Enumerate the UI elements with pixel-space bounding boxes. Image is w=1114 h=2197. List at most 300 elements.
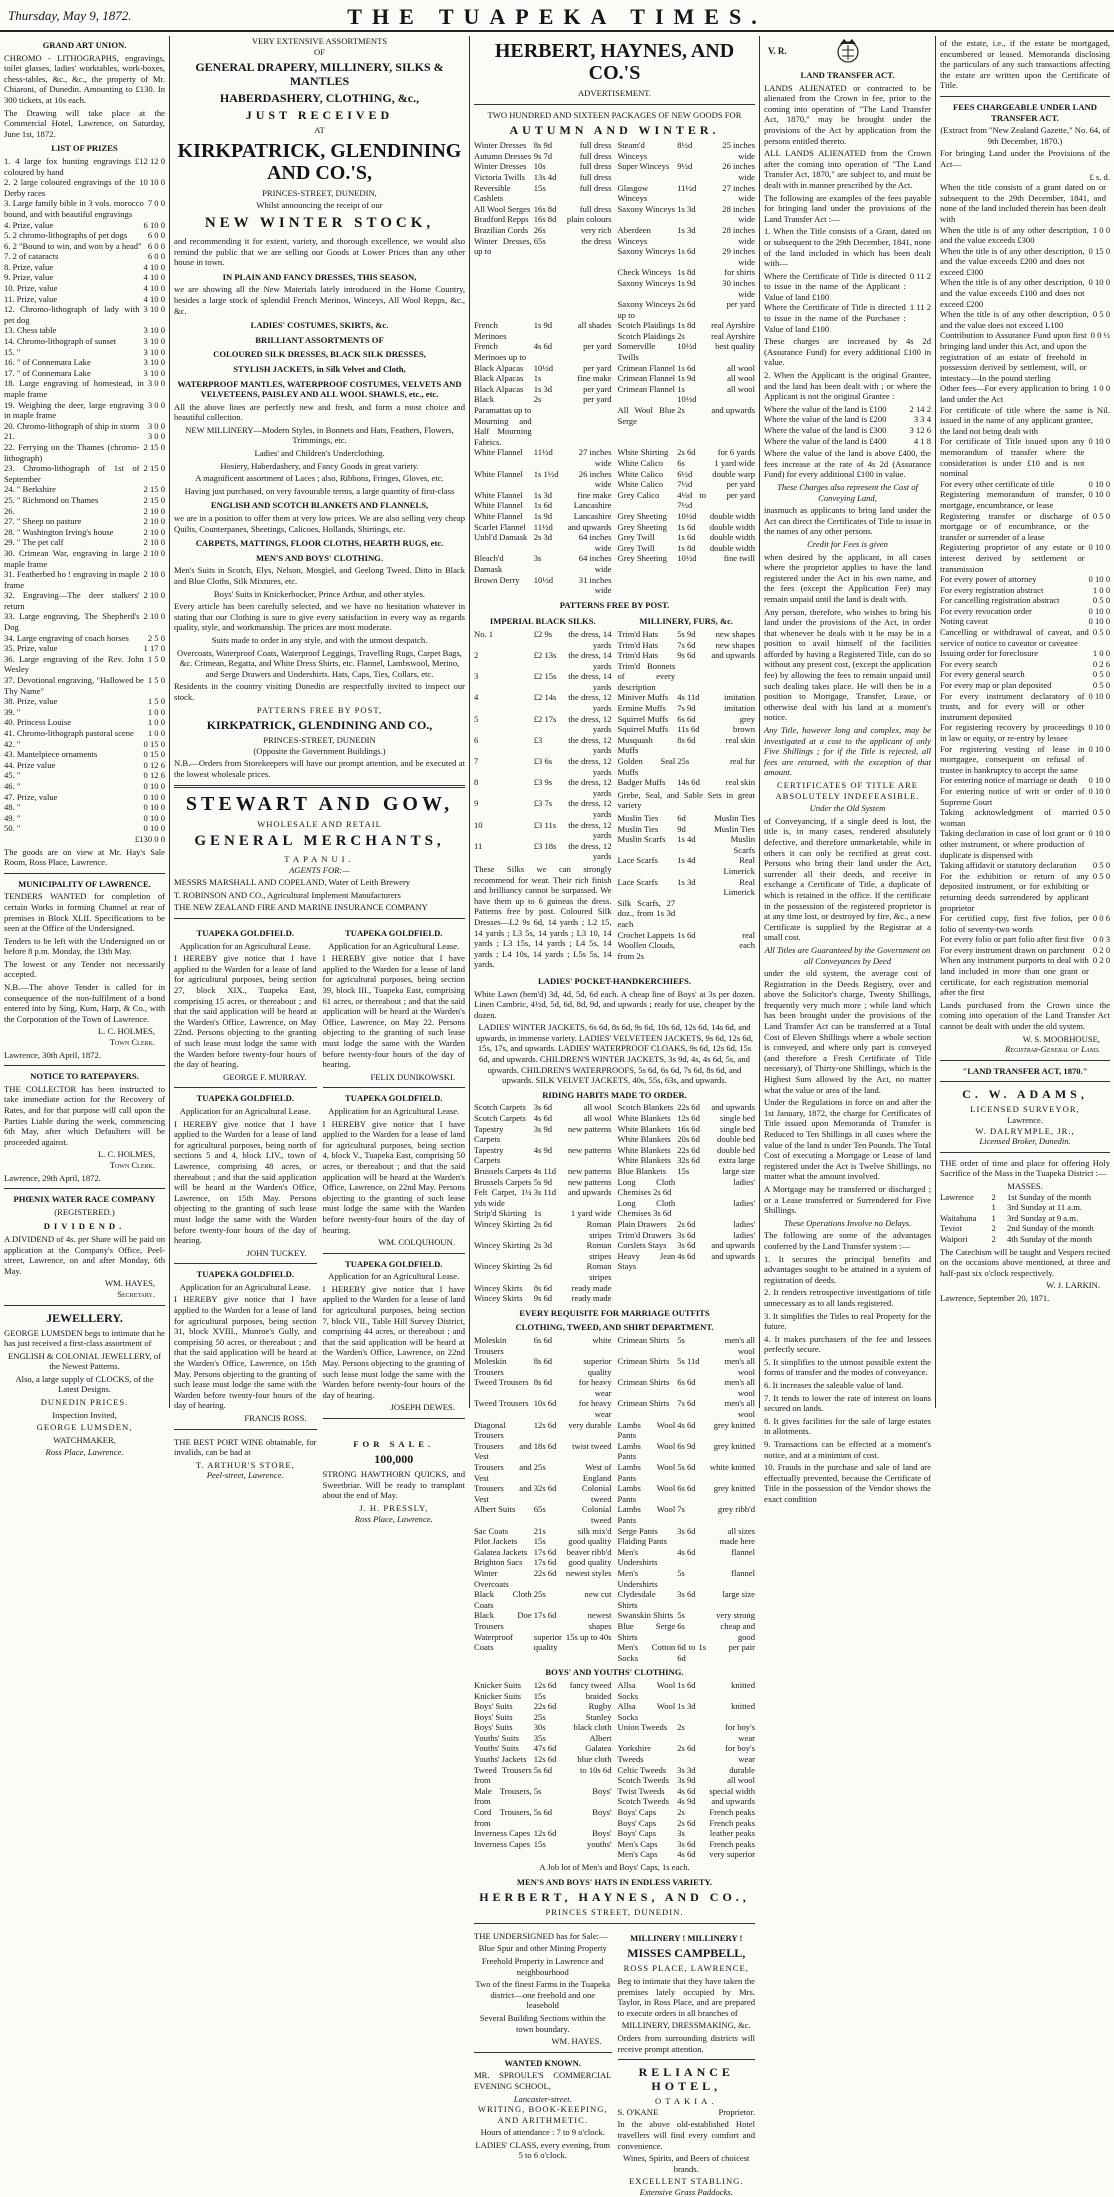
item-name: Lambs Wool Pants xyxy=(617,1483,676,1504)
item-name: Men's Undershirts xyxy=(617,1546,658,1568)
item-price: 6½d xyxy=(677,468,693,479)
price-row xyxy=(618,1124,756,1135)
item-detail: new cut xyxy=(584,1589,612,1600)
item-price: £3 6s xyxy=(533,756,553,767)
ratepayers-body: THE COLLECTOR has been instructed to take immediate action for the Recovery of Rates, and for that purpose will call upon the Parties Liable during the week, commencing 6th May, after which Defaulters will be proceeded against. xyxy=(4,1083,165,1147)
item-detail: cheap and good xyxy=(720,1620,755,1642)
port-wine-store: T. ARTHUR'S STORE, xyxy=(195,1459,295,1470)
fees-list xyxy=(940,182,1110,998)
item-price: 17s 6d xyxy=(533,1557,557,1568)
item-name: Winter Dresses, up to xyxy=(474,235,532,257)
prize-label: 10. Prize, value xyxy=(4,283,58,294)
prize-row xyxy=(4,304,165,325)
price-row xyxy=(618,1462,756,1483)
item-name: Black Alpacas xyxy=(474,373,524,384)
item-price: 2s 3d xyxy=(533,532,553,543)
fee-label: When the title is of any other description, and the value exceeds £200 and does not exceed £300 xyxy=(940,245,1085,277)
item-detail: 30 inches wide xyxy=(722,277,755,299)
item-name: 9 xyxy=(474,798,479,809)
advantage-item: 4. It makes purchasers of the fee and lessees perfectly secure. xyxy=(764,1333,931,1355)
kirk-line3: HABERDASHERY, CLOTHING, &c., xyxy=(219,91,420,106)
prize-label: 41. Chromo-lithograph pastoral scene xyxy=(4,728,134,738)
prize-value: 0 12 6 xyxy=(143,759,165,770)
item-price: 1s 3d xyxy=(677,876,696,887)
price-row xyxy=(618,1441,756,1462)
item-price: 26s xyxy=(533,224,546,235)
item-detail: real skin xyxy=(725,734,755,745)
fee-value: 0 2 0 xyxy=(1092,955,1110,966)
fee-row xyxy=(940,722,1110,743)
item-price: 32s 6d xyxy=(533,1483,557,1494)
price-row xyxy=(474,1113,612,1124)
item-price: 2s xyxy=(677,405,685,416)
kirk-address-2: PRINCES-STREET, DUNEDIN xyxy=(263,735,376,746)
item-detail: knitted xyxy=(731,1679,755,1690)
fee-row xyxy=(940,511,1110,543)
item-name: Brussels Carpets xyxy=(474,1166,532,1176)
item-price: 12s 6d xyxy=(533,1754,557,1765)
fee-label: Other fees—For every application to bring land under the Act xyxy=(940,383,1089,404)
kirk-p16: Residents in the country visiting Dunedin are respectfully invited to inspect our stock. xyxy=(174,681,465,702)
fee-label: Where the Certificate of Title is directed to issue in the name of the Applicant : Value of land £100 xyxy=(764,270,906,302)
item-detail: extra large xyxy=(718,1155,755,1166)
item-detail: very superior xyxy=(709,1849,755,1860)
jewellery-invite: Inspection Invited, xyxy=(52,1409,117,1420)
prize-label: 12. Chromo-lithograph of lady with pet dog xyxy=(4,304,140,325)
lease-notice xyxy=(174,1269,317,1429)
prize-label: 43. Mantelpiece ornaments xyxy=(4,749,98,760)
prize-row xyxy=(4,495,165,506)
municipality-p2: Tenders to be left with the Undersigned on or before 8 p.m. Monday, the 13th May. xyxy=(4,935,165,957)
price-row xyxy=(618,1701,756,1722)
herbert-signature: HERBERT, HAYNES, AND CO., xyxy=(479,1890,750,1905)
fee-label: For certificate of Title issued upon any memorandum of transfer where the consideration is under £10 and is not nominal xyxy=(940,436,1085,479)
prize-value: 2 10 0 xyxy=(143,516,165,527)
prize-value: 0 10 0 xyxy=(143,812,165,823)
item-name: White Blankets xyxy=(617,1155,671,1166)
item-price: 2s 6d xyxy=(677,1218,696,1229)
item-detail: full dress xyxy=(579,140,612,151)
prize-value: 1 5 0 xyxy=(147,696,165,707)
prize-label: 14. Chromo-lithograph of sunset xyxy=(4,336,117,347)
divider xyxy=(174,1087,317,1088)
fee-label: Where the value of the land is £300 xyxy=(764,425,887,435)
price-row xyxy=(474,1632,612,1653)
price-row xyxy=(618,940,756,961)
lease-heading: TUAPEKA GOLDFIELD. xyxy=(345,1093,443,1104)
fee-value: 1 0 0 xyxy=(1092,224,1110,235)
fee-row xyxy=(940,246,1110,278)
item-detail: fine twill xyxy=(723,553,755,564)
item-name: Lambs Wool Pants xyxy=(617,1504,676,1525)
item-name: Lambs Wool Pants xyxy=(617,1440,676,1462)
item-price: 2s xyxy=(677,330,685,341)
campbell-line: MILLINERY, DRESSMAKING, &c. xyxy=(621,2020,751,2031)
bottom-ads xyxy=(174,1435,465,1525)
col3-bottom-right xyxy=(618,1929,756,2197)
price-row xyxy=(474,1536,612,1547)
price-row xyxy=(618,1398,756,1419)
kirk-p8: A magnificent assortment of Laces ; also, Ribbons, Fringes, Gloves, etc. xyxy=(195,473,444,484)
price-row xyxy=(618,629,756,640)
prize-label: 28. " Washington Irving's house xyxy=(4,526,114,537)
item-name: White Calico xyxy=(617,468,664,479)
prize-row xyxy=(4,357,165,368)
item-price: 2s 6d xyxy=(677,1817,696,1828)
price-row xyxy=(474,1557,612,1568)
kirk-line4b: AT xyxy=(314,125,325,136)
reliance-wines: Wines, Spirits, and Beers of choicest brands. xyxy=(623,2153,750,2174)
item-price: 2s 6d xyxy=(533,1261,553,1272)
item-detail: Albert xyxy=(589,1732,612,1743)
item-name: Strip'd Skirting xyxy=(474,1208,527,1219)
item-name: Saxony Winceys xyxy=(617,246,675,257)
ratepayers-date: Lawrence, 29th April, 1872. xyxy=(4,1172,101,1183)
mass-time: 2nd Sunday of the month xyxy=(1006,1223,1094,1234)
item-detail: real Ayrshire xyxy=(711,330,755,341)
fee-row xyxy=(940,405,1110,437)
divider xyxy=(323,1418,466,1419)
marriage-outfits: EVERY REQUISITE FOR MARRIAGE OUTFITS xyxy=(519,1307,710,1318)
divider xyxy=(4,1065,165,1066)
lease-column-right xyxy=(323,924,466,1435)
lta-p1: LANDS ALIENATED or contracted to be alienated from the Crown in fee, prior to the coming into operation of "The Land Transfer Act, 1870," may be brought under the provisions of the Act by application from the persons entitled thereto. xyxy=(764,82,931,146)
item-name: White Calico xyxy=(617,458,664,468)
fee-label: For certified copy, first five folios, per folio of seventy-two words xyxy=(940,913,1089,934)
fee-row xyxy=(940,277,1110,309)
fee-value: 0 5 0 xyxy=(1092,627,1110,638)
fee-label: Issuing order for foreclosure xyxy=(940,648,1039,659)
item-name: Ermine Muffs xyxy=(617,703,666,714)
kirk-brilliant-heading: BRILLIANT ASSORTMENTS OF xyxy=(255,334,384,345)
item-name: Scotch Plaidings xyxy=(617,320,676,331)
item-name: Flaiding Pants xyxy=(617,1536,667,1547)
item-detail: the dress, 14 yards xyxy=(568,650,612,671)
item-name: Boys' Suits xyxy=(474,1722,513,1733)
flannel-table-left xyxy=(474,447,612,595)
item-price: 22s 6d xyxy=(533,1567,557,1578)
item-name: White Shirting xyxy=(617,447,669,458)
price-row xyxy=(618,553,756,564)
item-name: Tweed Trousers xyxy=(474,1377,529,1388)
item-name: Silk Scarfs, 27 doz., from 1s 3d each xyxy=(617,897,676,929)
item-detail: 64 inches wide xyxy=(578,532,612,553)
price-row xyxy=(618,1547,756,1568)
fee-value: 3 3 4 xyxy=(913,414,931,425)
prize-value: 0 10 0 xyxy=(143,802,165,813)
item-detail: large size xyxy=(722,1166,755,1176)
prize-value: 2 5 0 xyxy=(147,632,165,643)
reliance-proprietor-line xyxy=(618,2107,756,2118)
fee-row xyxy=(940,680,1110,691)
item-name: Pilot Jackets xyxy=(474,1536,518,1547)
fee-label: For the exhibition or return of any deposited instrument, or for exhibiting or returning deeds surrendered by applicant proprietor xyxy=(940,870,1089,913)
dalrymple-role: Licensed Broker, Dunedin. xyxy=(979,1136,1071,1147)
item-detail: double width xyxy=(709,521,755,532)
item-price: 7s xyxy=(677,1504,685,1515)
hats-line: MEN'S AND BOYS' HATS IN ENDLESS VARIETY. xyxy=(516,1876,713,1887)
mass-place: Teviot xyxy=(940,1223,962,1234)
item-name: Scotch Tweeds xyxy=(617,1796,670,1807)
lease-body: I HEREBY give notice that I have applied to the Warden for a lease of land for agricultural purposes, being section 31, block XVIII., Munroe's Gully, and comprising 50 acres, or thereabout ; and that the said application will be heard at the Warden's Office, Lawrence, on 15th May. Persons objecting to the granting of such lease must lodge the same with the Warden before twenty-four hours of the day of hearing. xyxy=(174,1294,317,1411)
fee-value: 0 10 0 xyxy=(1088,785,1110,796)
prize-value: 2 10 0 xyxy=(143,537,165,548)
item-name: Mourning and Half Mourning Fabrics. xyxy=(474,415,532,447)
item-price: 3s 6d xyxy=(677,1229,696,1240)
item-detail: the dress, 14 yards xyxy=(568,628,612,650)
fee-row xyxy=(940,913,1110,934)
price-row xyxy=(618,1335,756,1356)
prize-row xyxy=(4,347,165,358)
kirk-p7: Hosiery, Haberdashery, and Fancy Goods in great variety. xyxy=(220,460,419,471)
price-row xyxy=(474,714,612,735)
price-row xyxy=(618,703,756,714)
item-name: Tweed Trousers xyxy=(474,1398,529,1409)
item-detail: double warp xyxy=(712,468,755,479)
fee-value: 0 10 0 xyxy=(1088,616,1110,627)
price-row xyxy=(474,841,612,862)
prize-label: 31. Featherbed ho ! engraving in maple frame xyxy=(4,569,140,590)
item-price: 2s xyxy=(677,1722,685,1733)
fee-value: 0 5 0 xyxy=(1092,807,1110,818)
dress-table-left xyxy=(474,140,612,320)
silks-table xyxy=(474,629,612,862)
price-row xyxy=(474,1462,612,1483)
item-name: Black Doe Trousers xyxy=(474,1610,532,1631)
mass-time: 4th Sunday of the month xyxy=(1006,1233,1092,1244)
fee-value: Nil. xyxy=(1096,404,1110,415)
price-row xyxy=(618,1526,756,1537)
item-detail: and upwards xyxy=(567,1187,612,1198)
item-name: Trim'd Hats xyxy=(617,628,659,639)
item-name: Crimean Shirts xyxy=(617,1334,670,1345)
prize-row xyxy=(4,251,165,262)
prize-value: 4 10 0 xyxy=(143,272,165,283)
kirk-p15: Overcoats, Waterproof Coats, Waterproof Leggings, Travelling Rugs, Carpet Bags, &c. Crimean, Regatta, and White Dress Shirts, etc. Flannel, Lambswool, Merino, and Serge Drawers and Undershirts. Hats, Caps, Ties, Collars, etc. xyxy=(177,647,462,679)
item-detail: and upwards xyxy=(711,1240,755,1251)
fee-value: 0 11 2 xyxy=(909,270,931,281)
phoenix-signature: WM. HAYES, xyxy=(104,1278,155,1289)
moorhouse-signature: W. S. MOORHOUSE, xyxy=(1022,1033,1100,1044)
item-name: Long Cloth Chemises 3s 6d xyxy=(617,1197,676,1219)
item-name: Trim'd Drawers xyxy=(617,1229,672,1240)
item-price: 22s 6d xyxy=(677,1102,700,1113)
item-price: 1s 6d xyxy=(677,521,696,532)
prize-label: 30. Crimean War, engraving in large maple frame xyxy=(4,547,140,569)
price-row xyxy=(474,1441,612,1462)
item-name: Galatea Jackets xyxy=(474,1546,528,1557)
item-detail: ready made xyxy=(571,1293,612,1304)
prize-row xyxy=(4,707,165,718)
item-detail: the dress, 12 yards xyxy=(568,756,612,777)
item-name: Victoria Twills xyxy=(474,171,525,182)
advantage-item: 8. It gives facilities for the sale of large estates in allotments. xyxy=(764,1415,931,1437)
stewart-name: STEWART AND GOW, xyxy=(185,792,454,815)
item-name: 4 xyxy=(474,692,479,703)
mass-body: THE order of time and place for offering Holy Sacrifice of the Mass in the Tuapeka District :— xyxy=(940,1157,1110,1179)
fee-row xyxy=(940,659,1110,670)
lta-advantages xyxy=(764,1254,931,1505)
fee-label: Taking acknowledgment of married woman xyxy=(940,807,1089,828)
mass-count: 1 xyxy=(991,1212,996,1223)
fee-row xyxy=(940,691,1110,723)
moorhouse-title: Registrar-General of Land. xyxy=(1005,1044,1100,1055)
price-row xyxy=(618,1145,756,1156)
price-row xyxy=(618,1219,756,1230)
item-detail: real skin xyxy=(725,777,755,788)
mass-time: 3rd Sunday at 11 a.m. xyxy=(1006,1202,1083,1213)
phoenix-signature-title: Secretary. xyxy=(117,1288,155,1299)
wanted-hours: Hours of attendance : 7 to 9 o'clock. xyxy=(480,2127,605,2138)
item-name: Moleskin Trousers xyxy=(474,1356,507,1377)
item-price: 1s 6d xyxy=(677,362,696,373)
item-price: 5s 6d xyxy=(677,1462,696,1473)
price-row xyxy=(618,1849,756,1860)
mass-place: Waitahuna xyxy=(940,1212,977,1223)
item-price: 10½d xyxy=(677,510,697,521)
lease-signature: JOSEPH DEWES. xyxy=(390,1402,455,1413)
prize-value: 6 10 0 xyxy=(143,219,165,230)
prize-label: 2. 2 large coloured engravings of the Derby races xyxy=(4,177,136,198)
fee-label: Taking affidavit or statutory declaration xyxy=(940,860,1077,871)
item-name: Heavy Jean Stays xyxy=(617,1250,676,1272)
item-name: Wincey Skirting xyxy=(474,1261,531,1272)
item-name: Saxony Winceys xyxy=(617,277,675,288)
item-price: 12s 6d xyxy=(677,1113,700,1124)
item-price: 3s 6d xyxy=(677,1240,696,1251)
lease-subheading: Application for an Agricultural Lease. xyxy=(179,1105,311,1116)
item-detail: Colonial tweed xyxy=(581,1504,612,1525)
item-detail: knitted xyxy=(731,1701,755,1712)
item-price: 1s 4d xyxy=(677,834,696,845)
item-price: 21s xyxy=(533,1525,546,1536)
price-row xyxy=(618,661,756,693)
item-detail: 29 inches wide xyxy=(722,246,755,267)
price-row xyxy=(474,447,612,468)
item-name: White Blankets xyxy=(617,1144,671,1155)
item-name: Scotch Carpets xyxy=(474,1113,526,1124)
item-price: 4s 6d xyxy=(677,1849,696,1860)
prize-label: 3. Large family bible in 3 vols. morocco bound, and with beautiful engravings xyxy=(4,198,144,219)
item-price: 2s xyxy=(533,394,542,405)
millinery-note: Grebe, Seal, and Sable Sets in great variety xyxy=(617,789,755,811)
item-name: Winter Dresses xyxy=(474,140,527,151)
jewellery-name: GEORGE LUMSDEN, xyxy=(36,1422,133,1433)
item-name: Knicker Suits xyxy=(474,1690,522,1701)
price-row xyxy=(618,930,756,941)
price-row xyxy=(474,183,612,204)
prize-row xyxy=(4,368,165,379)
item-detail: per yard xyxy=(726,299,755,310)
prize-value: 3 10 0 xyxy=(143,304,165,315)
item-price: 6s xyxy=(677,1620,685,1631)
kirk-p13: Every article has been carefully selected, and we have no hesitation whatever in stating that our Clothing is sure to give every satisfaction in every way as regards quality, style, and workmanship. The prices are most moderate. xyxy=(174,601,465,633)
fee-row xyxy=(940,627,1110,648)
prize-row xyxy=(4,198,165,219)
mass-time: 3rd Sunday at 9 a.m. xyxy=(1006,1212,1079,1223)
item-price: £3 9s xyxy=(533,777,553,788)
lta-p9: inasmuch as applicants to bring land under the Act can direct the Certificates of Title to issue in the names of any other persons. xyxy=(764,505,931,537)
stewart-title: GENERAL MERCHANTS, xyxy=(194,833,445,850)
item-detail: for heavy wear xyxy=(578,1377,612,1398)
lease-signature: FRANCIS ROSS. xyxy=(244,1413,307,1423)
column-5 xyxy=(936,36,1114,1408)
prize-label: 7. 2 of cataracts xyxy=(4,251,59,262)
item-name: Lambs Wool Pants xyxy=(617,1462,676,1483)
divider xyxy=(474,2052,612,2053)
price-row xyxy=(474,1219,612,1240)
lease-signature: GEORGE F. MURRAY. xyxy=(223,1071,307,1082)
lease-notice xyxy=(174,1093,317,1264)
item-detail: real Ayrshire xyxy=(711,320,755,331)
item-price: 3s 6d xyxy=(677,1525,696,1536)
item-detail: brown xyxy=(733,724,755,735)
price-row xyxy=(618,898,756,930)
item-name: Albert Suits xyxy=(474,1504,516,1515)
item-price: £2 17s xyxy=(533,713,557,724)
item-price xyxy=(677,661,706,693)
item-price: 12s 6d xyxy=(533,1679,557,1690)
prize-label: 18. Large engraving of homestead, in maple frame xyxy=(4,378,144,399)
item-name: Grey Sheeting xyxy=(617,521,667,532)
item-name: Lambs Wool Pants xyxy=(617,1419,676,1441)
lease-notice xyxy=(323,1093,466,1253)
col5-p2: Lands purchased from the Crown since the coming into operation of the Land Transfer Act cannot be dealt with under the old system. xyxy=(940,999,1110,1032)
item-name: Somerville Twills xyxy=(617,341,656,363)
item-name: Trousers and Vest xyxy=(474,1483,532,1504)
item-detail: white xyxy=(592,1334,612,1345)
kirk-mens-heading: MEN'S AND BOYS' CLOTHING. xyxy=(255,552,384,563)
lease-column-left xyxy=(174,924,317,1435)
item-name: Allsa Wool Socks xyxy=(617,1701,676,1722)
mass-row xyxy=(940,1202,1110,1213)
lta-delay: These Operations Involve no Delays. xyxy=(783,1217,912,1228)
boys-table-right xyxy=(618,1680,756,1860)
dividend-title: DIVIDEND. xyxy=(43,1221,126,1232)
price-row xyxy=(474,500,612,511)
fee-value: 1 0 0 xyxy=(1092,648,1110,659)
fee-row xyxy=(940,479,1110,490)
item-name: Trousers and Vest xyxy=(474,1462,532,1483)
prize-label: 37. Devotional engraving, "Hallowed be Thy Name" xyxy=(4,675,144,696)
price-row xyxy=(618,650,756,661)
prize-value: 2 10 0 xyxy=(143,569,165,580)
item-name: Lace Scarfs xyxy=(617,855,658,866)
prize-row xyxy=(4,813,165,824)
item-price: 1s 9d xyxy=(533,320,553,331)
lease-subheading: Application for an Agricultural Lease. xyxy=(328,1271,460,1282)
item-name: White Flannel xyxy=(474,510,523,521)
prize-row xyxy=(4,506,165,517)
handkerchiefs-heading: LADIES' POCKET-HANDKERCHIEFS. xyxy=(538,975,691,986)
prize-label: 13. Chess table xyxy=(4,325,57,336)
price-row xyxy=(474,820,612,841)
item-detail: new patterns xyxy=(567,1144,612,1155)
herbert-season: AUTUMN AND WINTER. xyxy=(509,123,720,138)
fee-value: 0 2 6 xyxy=(1092,658,1110,669)
for-sale-signature: J. H. PRESSLY, xyxy=(359,1502,429,1513)
item-name: Golden Seal Muffs xyxy=(617,756,676,777)
prize-value: 3 0 0 xyxy=(147,378,165,389)
millinery-heading: MILLINERY, FURS, &c. xyxy=(639,616,734,627)
clothing-heading: CLOTHING, TWEED, AND SHIRT DEPARTMENT. xyxy=(515,1322,714,1333)
item-name: Inverness Capes xyxy=(474,1838,531,1849)
item-detail: superior quality xyxy=(583,1356,612,1377)
wanted-heading: WANTED KNOWN. xyxy=(504,2057,581,2068)
undersigned-l1: Blue Spur and other Mining Property xyxy=(478,1943,607,1954)
price-row xyxy=(618,278,756,299)
item-detail: all wool xyxy=(583,1113,612,1124)
